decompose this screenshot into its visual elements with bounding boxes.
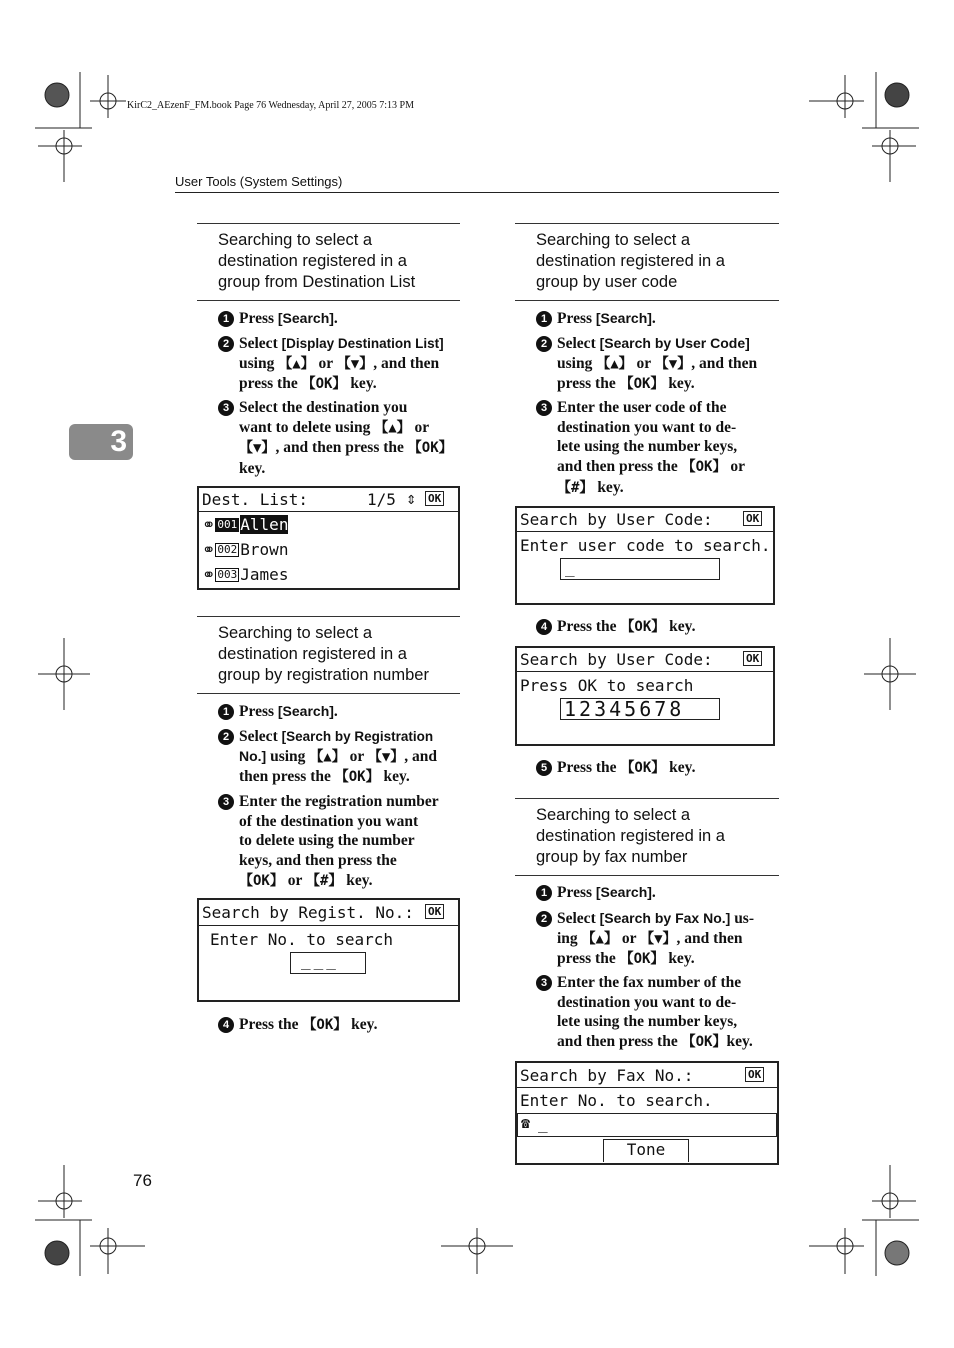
hash-key: 【#】 (305, 872, 343, 889)
step-number: 1 (536, 885, 552, 901)
step-number: 2 (218, 729, 234, 745)
up-arrow-key: 【▲】 (374, 419, 411, 436)
search-button-label: [Search] (595, 310, 652, 326)
step-text: , and (404, 747, 438, 765)
heading-line: group from Destination List (218, 273, 416, 291)
step-text: lete using the number keys, (557, 1013, 738, 1031)
step-text: Enter the registration number (239, 793, 439, 810)
step-text: Press (557, 884, 596, 901)
step-text: or (283, 871, 306, 889)
lcd-search-by-fax-no (515, 1061, 779, 1165)
step-1 (536, 883, 779, 903)
lcd-list-item[interactable] (202, 540, 288, 559)
step-text: want to delete using (239, 418, 375, 436)
lcd-list-item[interactable] (202, 565, 288, 584)
step-number: 4 (536, 619, 552, 635)
lcd-title: Search by Fax No.: (520, 1066, 694, 1085)
search-button-label: [Search] (277, 310, 334, 326)
step-number: 2 (536, 336, 552, 352)
input-value: _ (538, 1114, 548, 1133)
ok-key: 【OK】 (302, 1017, 348, 1033)
step-3 (218, 398, 460, 479)
heading-line: destination registered in a (536, 827, 725, 845)
step-text: Press (557, 310, 596, 327)
lcd-prompt: Enter No. to search. (520, 1091, 713, 1110)
phone-icon: ☎ (521, 1114, 531, 1132)
step-text: or (345, 747, 368, 765)
step-text: and then press the (557, 458, 682, 476)
step-text: Enter the fax number of the (557, 974, 742, 991)
step-number: 2 (536, 911, 552, 927)
fax-number-input[interactable] (517, 1113, 777, 1137)
heading-line: group by registration number (218, 666, 429, 684)
lcd-ok-button[interactable]: OK (743, 511, 762, 526)
step-text: Select (239, 728, 282, 745)
step-text: Press the (557, 759, 621, 776)
lcd-ok-button[interactable]: OK (425, 904, 444, 919)
step-number: 1 (218, 704, 234, 720)
step-number: 1 (218, 311, 234, 327)
step-text: Select the destination you (239, 399, 408, 416)
step-text: . (333, 703, 338, 720)
input-value: 12345678 (564, 697, 685, 721)
ok-key: 【OK】 (619, 951, 665, 968)
step-text: or (314, 354, 337, 372)
ok-key: 【OK】 (620, 619, 666, 635)
lcd-ok-button[interactable]: OK (745, 1067, 764, 1082)
lcd-dest-list (197, 486, 460, 590)
lcd-page-indicator: 1/5 (367, 490, 396, 509)
list-item-name: Brown (240, 540, 289, 559)
step-text: , and then press the (275, 439, 408, 457)
step-text: or (410, 418, 430, 436)
step-text: destination you want to de- (557, 418, 737, 436)
step-text: , and then (676, 929, 743, 947)
lcd-title: Search by Regist. No.: (202, 903, 414, 922)
step-text: key. (665, 618, 696, 635)
step-number: 1 (536, 311, 552, 327)
step-text: of the destination you want (239, 812, 419, 830)
user-code-input[interactable] (560, 558, 720, 580)
step-number: 3 (536, 975, 552, 991)
tone-button-label: Tone (626, 1140, 666, 1159)
step-text: Press the (557, 618, 621, 635)
step-number: 3 (218, 400, 234, 416)
scroll-arrows-icon[interactable]: ⇕ (406, 489, 417, 509)
up-arrow-key: 【▲】 (278, 355, 315, 372)
section-heading-reg-number (197, 616, 460, 694)
step-text: Select (239, 335, 282, 352)
step-text: key. (665, 759, 696, 776)
step-number: 3 (218, 794, 234, 810)
step-text: keys, and then press the (239, 852, 397, 870)
step-text: press the (557, 375, 620, 393)
lcd-search-by-regist-no (197, 898, 460, 1002)
lcd-title: Search by User Code: (520, 510, 713, 529)
lcd-list-item[interactable] (202, 515, 288, 534)
ok-key: 【OK】 (619, 376, 665, 393)
up-arrow-key: 【▲】 (596, 355, 633, 372)
step-text: key. (347, 1016, 378, 1033)
step-text: then press the (239, 768, 335, 786)
step-2 (218, 334, 460, 395)
lcd-ok-button[interactable]: OK (425, 491, 444, 506)
group-icon: ⚭ (202, 540, 216, 559)
step-text: . (651, 310, 656, 327)
hash-key: 【#】 (557, 479, 594, 496)
list-item-id: 001 (217, 518, 238, 531)
step-text: press the (557, 950, 620, 968)
up-arrow-key: 【▲】 (581, 930, 618, 947)
search-button-label: [Search] (277, 703, 334, 719)
step-2 (536, 334, 779, 395)
heading-line: destination registered in a (218, 645, 407, 663)
step-text: destination you want to de- (557, 993, 737, 1011)
step-text: key. (239, 460, 266, 478)
section-heading-fax-number (515, 798, 779, 876)
step-text: Select (557, 910, 600, 927)
heading-line: Searching to select a (218, 624, 373, 642)
page-number: 76 (133, 1171, 152, 1190)
list-item-name: James (240, 565, 289, 584)
input-value: _ (565, 558, 575, 577)
step-text: , and then (691, 354, 758, 372)
running-header: User Tools (System Settings) (175, 174, 343, 189)
step-text: using (266, 747, 310, 765)
step-text: key. (342, 871, 373, 889)
search-button-label: [Search] (595, 884, 652, 900)
step-number: 2 (218, 336, 234, 352)
step-3 (218, 792, 460, 892)
step-3 (536, 973, 779, 1053)
step-text: and then press the (557, 1033, 682, 1051)
list-item-id: 003 (217, 568, 238, 581)
step-text: ing (557, 929, 582, 947)
search-by-registration-label: [Search by Registration (281, 729, 434, 744)
lcd-title: Search by User Code: (520, 650, 713, 669)
step-text: , and then (373, 354, 440, 372)
ok-key: 【OK】 (334, 769, 380, 786)
ok-key: 【OK】 (681, 459, 727, 476)
step-text: using (557, 354, 597, 372)
down-arrow-key: 【▼】 (367, 748, 405, 765)
search-by-user-code-label: [Search by User Code] (599, 335, 750, 351)
step-text: key. (379, 768, 410, 786)
step-4 (536, 617, 779, 638)
ok-key: 【OK】 (301, 376, 347, 393)
lcd-prompt: Press OK to search (520, 676, 694, 695)
step-text: lete using the number keys, (557, 438, 738, 456)
registration-number-input[interactable] (290, 952, 366, 974)
step-number: 3 (536, 400, 552, 416)
step-text: or (632, 354, 655, 372)
ok-key: 【OK】 (407, 440, 453, 457)
ok-key: 【OK】 (239, 872, 284, 889)
heading-line: Searching to select a (536, 231, 691, 249)
step-2 (536, 909, 779, 970)
input-value: ___ (301, 951, 339, 970)
step-2 (218, 727, 460, 788)
chapter-number: 3 (110, 425, 127, 458)
step-text: key. (726, 1033, 753, 1051)
step-text: press the (239, 375, 302, 393)
heading-line: Searching to select a (536, 806, 691, 824)
down-arrow-key: 【▼】 (239, 440, 276, 457)
step-1 (536, 309, 779, 329)
search-by-registration-label: No.] (239, 747, 267, 764)
user-code-input[interactable] (560, 698, 720, 720)
lcd-ok-button[interactable]: OK (743, 651, 762, 666)
up-arrow-key: 【▲】 (309, 748, 346, 765)
list-item-name: Allen (240, 515, 289, 534)
step-text: using (239, 354, 279, 372)
step-text: Press (239, 703, 278, 720)
down-arrow-key: 【▼】 (336, 355, 374, 372)
step-1 (218, 702, 460, 722)
group-icon: ⚭ (202, 565, 216, 584)
heading-line: destination registered in a (218, 252, 407, 270)
list-item-id: 002 (217, 543, 238, 556)
section-heading-user-code (515, 223, 779, 301)
step-5 (536, 758, 779, 779)
heading-line: destination registered in a (536, 252, 725, 270)
tone-button[interactable] (603, 1139, 689, 1162)
step-1 (218, 309, 460, 329)
step-text: us- (730, 910, 755, 927)
step-4 (218, 1015, 460, 1036)
display-destination-list-label: [Display Destination List] (281, 336, 444, 351)
step-number: 4 (218, 1017, 234, 1033)
step-text: Enter the user code of the (557, 399, 727, 416)
step-number: 5 (536, 760, 552, 776)
step-text: Press (239, 310, 278, 327)
step-text: key. (664, 375, 695, 393)
step-text: Press the (239, 1016, 303, 1033)
lcd-search-by-user-code-ready (515, 646, 775, 746)
lcd-search-by-user-code-entry (515, 506, 775, 605)
step-text: to delete using the number (239, 832, 415, 850)
section-heading-dest-list (197, 223, 460, 301)
step-text: key. (593, 478, 624, 496)
search-by-fax-no-label: [Search by Fax No.] (599, 910, 731, 926)
book-note: KirC2_AEzenF_FM.book Page 76 Wednesday, April 27, 2005 7:13 PM (127, 100, 414, 111)
step-text: . (333, 310, 338, 327)
step-3 (536, 398, 779, 499)
step-text: or (618, 929, 641, 947)
step-text: key. (664, 950, 695, 968)
ok-key: 【OK】 (620, 760, 666, 776)
down-arrow-key: 【▼】 (640, 930, 677, 947)
down-arrow-key: 【▼】 (654, 355, 692, 372)
heading-line: group by user code (536, 273, 678, 291)
step-text: key. (346, 375, 377, 393)
ok-key: 【OK】 (681, 1034, 727, 1051)
lcd-prompt: Enter No. to search (210, 930, 394, 949)
heading-line: group by fax number (536, 848, 688, 866)
header-rule (175, 192, 779, 193)
lcd-title: Dest. List: (202, 490, 308, 509)
heading-line: Searching to select a (218, 231, 373, 249)
step-text: . (651, 884, 656, 901)
group-icon: ⚭ (202, 515, 216, 534)
step-text: Select (557, 335, 600, 352)
lcd-prompt: Enter user code to search. (520, 536, 771, 555)
chapter-tab (69, 424, 133, 460)
step-text: or (726, 458, 745, 476)
